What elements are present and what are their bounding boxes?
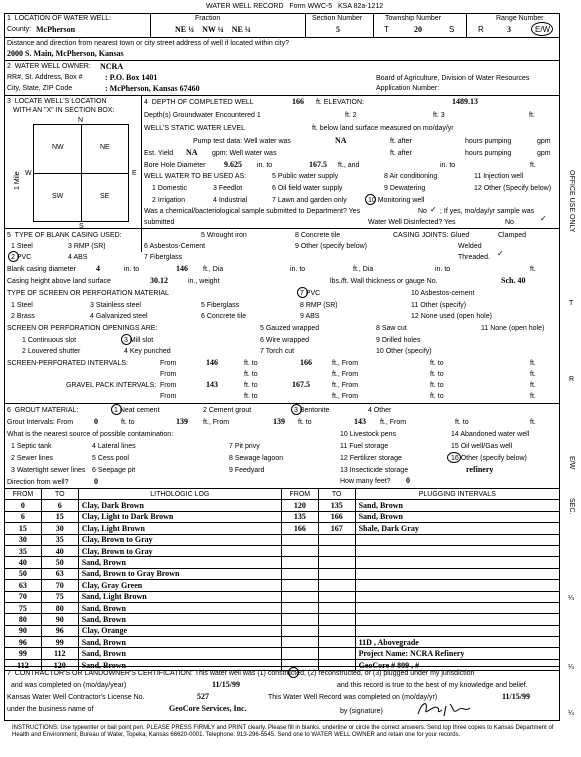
log-to: 96 [41,625,78,636]
plug-note [355,545,559,556]
chem-sample-label: Was a chemical/bacteriological sample submitted to Department? Yes [144,208,361,215]
township-label: Township Number [385,15,442,22]
section-1-label: 1 LOCATION OF WATER WELL: [7,15,112,22]
township-number: 20 [414,25,422,34]
plug-to: 135 [318,500,355,511]
log-to: 90 [41,614,78,625]
log-from: 6 [5,511,42,522]
log-to: 35 [41,534,78,545]
plug-from [281,557,318,568]
log-row [5,625,560,636]
log-from: 96 [5,637,42,648]
log-to: 70 [41,580,78,591]
mile-label: 1 Mile [14,171,21,190]
plug-from [281,614,318,625]
plug-note [355,602,559,613]
log-lithology: Clay, Brown to Gray [78,534,281,545]
blank-diameter-label: Blank casing diameter [7,266,76,273]
plug-to [318,557,355,568]
section-5-label: 5 TYPE OF BLANK CASING USED: [7,232,122,239]
range-label: Range Number [496,15,544,22]
log-lithology: Clay, Brown to Gray [78,545,281,556]
section-2-label: 2 WATER WELL OWNER: [7,63,91,70]
log-lithology: Sand, Brown [78,557,281,568]
plug-note: Sand, Brown [355,511,559,522]
log-to: 120 [41,659,78,670]
log-row [5,614,560,625]
chem-no-check: ✓ [430,205,437,214]
log-to: 40 [41,545,78,556]
log-lithology: Sand, Brown [78,648,281,659]
log-from: 40 [5,557,42,568]
section-number: 5 [336,25,340,34]
section-3-label: 3 LOCATE WELL'S LOCATION [7,98,107,105]
casing-height-label: Casing height above land surface [7,278,111,285]
constructed-circle [288,667,299,678]
bore-to-value: 167.5 [309,160,327,169]
pump-test-value: NA [335,136,347,145]
pump-test-label: Pump test data: Well water was [193,138,291,145]
plug-to [318,580,355,591]
log-row [5,534,560,545]
address-value: : P.O. Box 1401 [105,73,158,82]
signature [414,698,484,720]
range-number: 3 [507,25,511,34]
log-to: 75 [41,591,78,602]
plug-to [318,614,355,625]
log-row [5,523,560,534]
plug-from [281,637,318,648]
plug-from [281,602,318,613]
use-monitoring-circle [365,194,376,205]
bore-value: 9.625 [224,160,242,169]
depth-value: 166 [292,97,304,106]
threaded-check: ✓ [497,249,504,258]
disinfected-label: Water Well Disinfected? Yes [368,219,456,226]
log-lithology: Clay, Light Brown [78,523,281,534]
log-lithology: Sand, Brown [78,637,281,648]
business-name: GeoCore Services, Inc. [169,704,247,713]
city-value: : McPherson, Kansas 67460 [105,84,200,93]
log-row [5,580,560,591]
log-to: 99 [41,637,78,648]
plug-to: 166 [318,511,355,522]
log-lithology: Clay, Light to Dark Brown [78,511,281,522]
log-from: 112 [5,659,42,670]
record-date: 11/15/99 [502,692,531,701]
plug-to [318,637,355,648]
owner-value: NCRA [100,62,124,71]
log-lithology: Sand, Brown [78,659,281,670]
log-to: 112 [41,648,78,659]
log-lithology: Sand, Light Brown [78,591,281,602]
plug-from [281,580,318,591]
screen-pvc: 7 PVC [300,290,321,297]
log-row [5,637,560,648]
plug-from [281,625,318,636]
plug-to: 167 [318,523,355,534]
plug-note [355,534,559,545]
plug-from [281,591,318,602]
yield-value: NA [186,148,198,157]
certification-text: 7 CONTRACTOR'S OR LANDOWNER'S CERTIFICATION: This water well was (1) constructed, (2) reconstructed, or (3) plugged under my jurisdiction [7,670,475,677]
log-row [5,500,560,511]
contam-other: 16 Other (specify below) [451,455,527,462]
plug-note [355,625,559,636]
log-lithology: Clay, Dark Brown [78,500,281,511]
groundwater-label: Depth(s) Groundwater Encountered 1 [144,112,261,119]
plug-from [281,545,318,556]
log-row [5,557,560,568]
form-title: WATER WELL RECORD Form WWC-5 KSA 82a-1212 [206,3,384,10]
log-lithology: Clay, Orange [78,625,281,636]
county-label: County: [7,26,32,33]
plug-from [281,534,318,545]
plug-note [355,568,559,579]
log-to: 50 [41,557,78,568]
plug-from: 120 [281,500,318,511]
log-from: 80 [5,614,42,625]
log-from: 70 [5,591,42,602]
log-to: 6 [41,500,78,511]
grout-bentonite: 3 Bentonite [294,407,330,414]
elevation-value: 1489.13 [452,97,478,106]
log-lithology: Sand, Brown to Gray Brown [78,568,281,579]
instructions: INSTRUCTIONS: Use typewriter or ball point pen. PLEASE PRESS FIRMLY and PRINT clearly. Please fill in blanks, underline or circle the correct answers. Send top three copies to Kansas Department of Health and Environment, Bureau of Water, Topeka, Kansas 66620-0001. Telephone: 913-296-5545. Send one to WATER WELL OWNER and retain one for your records. [12,725,554,738]
log-lithology: Clay, Gray Green [78,580,281,591]
fraction-label: Fraction [195,15,221,22]
range-ew: E/W [535,25,551,34]
screen-type-label: TYPE OF SCREEN OR PERFORATION MATERIAL [7,290,169,297]
completed-date: 11/15/99 [212,680,241,689]
plug-note: Shale, Dark Gray [355,523,559,534]
bore-label: Bore Hole Diameter [144,162,206,169]
log-lithology: Sand, Brown [78,602,281,613]
log-from: 50 [5,568,42,579]
plug-from [281,568,318,579]
distance-label: Distance and direction from nearest town or city street address of well if located within city? [7,40,290,47]
log-from: 35 [5,545,42,556]
log-to: 30 [41,523,78,534]
openings-label: SCREEN OR PERFORATION OPENINGS ARE: [7,325,158,332]
plug-note [355,591,559,602]
log-row [5,591,560,602]
log-to: 15 [41,511,78,522]
plug-to [318,602,355,613]
plug-note [355,614,559,625]
yield-label: Est. Yield [144,150,174,157]
log-from: 99 [5,648,42,659]
fraction-value: NE ¼ NW ¼ NE ¼ [175,25,251,34]
use-monitoring-well: 10 Monitoring well [368,197,425,204]
lithologic-log-table: FROM TO LITHOLOGIC LOG FROM TO PLUGGING INTERVALS 0 6 Clay, Dark Brown 120 135 Sand, Brown 6 15 Clay, Light to Dark Brown 135 166 Sand, Brown 15 30 Clay, Light Brown 166 167 Shale, Dark Gray 30 35 Clay, Brown to Gray 35 40 Clay, Brown to Gray 40 50 Sand, Brown 50 63 Sand, Brown to Gray Brown 63 70 Clay, Gray Green 70 75 Sand, Light Brown 75 80 Sand, Brown 80 90 Sand, Brown 90 96 Clay, Orange 96 99 Sand, Brown 11D , Abovegrade 99 112 Sand, Brown Project Name: NCRA Refinery 112 120 Sand, Brown GeoCore # 809 , # [4,488,560,671]
log-from: 30 [5,534,42,545]
county-value: McPherson [36,25,76,34]
plug-to [318,534,355,545]
log-row [5,511,560,522]
application-number-label: Application Number: [376,85,440,92]
plug-to [318,545,355,556]
opening-mill-slot: 3 Mill slot [124,337,154,344]
plug-note: Sand, Brown [355,500,559,511]
log-to: 63 [41,568,78,579]
plug-to [318,591,355,602]
log-row [5,568,560,579]
contamination-label: What is the nearest source of possible contamination: [7,431,174,438]
address-label: RR#, St. Address, Box # [7,74,83,81]
static-level-label: WELL'S STATIC WATER LEVEL [144,125,246,132]
log-from: 0 [5,500,42,511]
section-number-label: Section Number [312,15,363,22]
plug-from [281,648,318,659]
log-row [5,545,560,556]
distance-value: 2000 S. Main, McPherson, Kansas [7,49,124,58]
section-4-label: 4 DEPTH OF COMPLETED WELL [144,99,254,106]
gravel-pack-label: GRAVEL PACK INTERVALS: [66,382,157,389]
log-from: 75 [5,602,42,613]
section-6-label: 6 GROUT MATERIAL: [7,407,79,414]
disinfected-no-check: ✓ [540,214,547,223]
log-row [5,648,560,659]
plug-note: Project Name: NCRA Refinery [355,648,559,659]
board-label: Board of Agriculture, Division of Water Resources [376,75,530,82]
use-label: WELL WATER TO BE USED AS: [144,173,247,180]
log-to: 80 [41,602,78,613]
casing-pvc: 2 PVC [11,254,32,261]
license-number: 527 [197,692,209,701]
casing-pvc-circle [8,251,19,262]
grout-neat-cement: 1 Neat cement [114,407,160,414]
plug-to [318,648,355,659]
screen-perforated-label: SCREEN-PERFORATED INTERVALS: [7,360,128,367]
plug-from: 135 [281,511,318,522]
plug-note [355,580,559,591]
city-label: City, State, ZIP Code [7,85,73,92]
plug-note: 11D , Abovegrade [355,637,559,648]
plug-note: GeoCore # 809 , # [355,659,559,670]
grout-intervals-label: Grout Intervals: From [7,419,74,426]
plug-note [355,557,559,568]
plug-from: 166 [281,523,318,534]
contam-other-value: refinery [466,465,494,474]
office-use-label: OFFICE USE ONLY [568,170,575,233]
plug-to [318,625,355,636]
range-ew-circle [531,22,553,36]
plug-to [318,568,355,579]
log-row [5,602,560,613]
log-from: 90 [5,625,42,636]
log-from: 15 [5,523,42,534]
log-from: 63 [5,580,42,591]
log-lithology: Sand, Brown [78,614,281,625]
